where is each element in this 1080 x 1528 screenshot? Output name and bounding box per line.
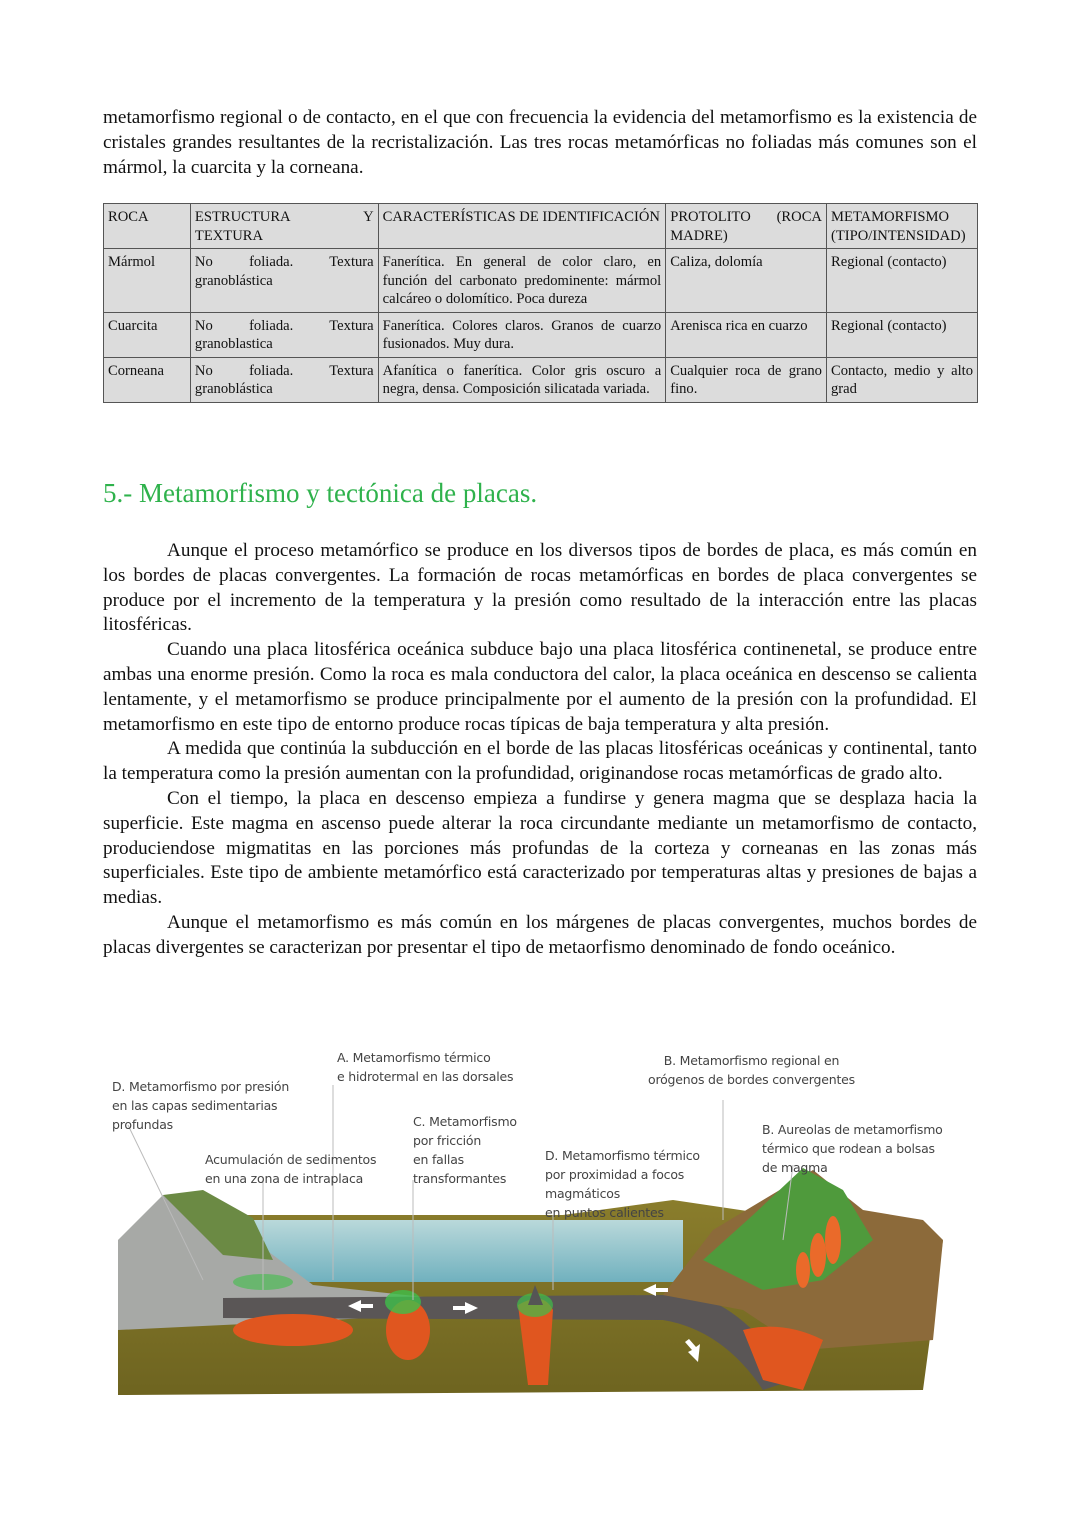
- table-header: ESTRUCTURA Y TEXTURA: [190, 204, 378, 249]
- table-cell: Caliza, dolomía: [666, 249, 827, 313]
- ocean: [253, 1220, 683, 1282]
- table-cell: Fanerítica. En general de color claro, en función del carbonato predominente: mármol calcáreo o dolomítico. Poca dureza: [378, 249, 666, 313]
- paragraph: Con el tiempo, la placa en descenso empieza a fundirse y genera magma que se desplaza hacia la superficie. Este magma en ascenso puede alterar la roca circundante mediante un metamorfismo de contacto, produciendose migmatitas en las porciones más profundas de la corteza y corneanas en las zonas más superficiales. Este tipo de ambiente metamórfico está caracterizado por temperaturas altas y presiones de bajas a medias.: [103, 787, 977, 909]
- label-c: C. Metamorfismo por fricción en fallas transformantes: [413, 1114, 517, 1186]
- table-header-row: [104, 204, 978, 249]
- label-a: A. Metamorfismo térmico e hidrotermal en las dorsales: [337, 1050, 514, 1084]
- table-cell: Regional (contacto): [826, 249, 977, 313]
- section-heading: 5.- Metamorfismo y tectónica de placas.: [103, 478, 538, 508]
- table-row: [104, 249, 978, 313]
- table-cell: Cualquier roca de grano fino.: [666, 357, 827, 402]
- paragraph: Aunque el proceso metamórfico se produce en los diversos tipos de bordes de placa, es más común en los bordes de placas convergentes. La formación de rocas metamórficas en bordes de placa convergentes se produce por el incremento de la temperatura y la presión como resultado de la interacción entre las placas litosféricas.: [103, 540, 977, 636]
- table-cell: Fanerítica. Colores claros. Granos de cuarzo fusionados. Muy dura.: [378, 312, 666, 357]
- table-cell: Cuarcita: [104, 312, 191, 357]
- table-cell: Arenisca rica en cuarzo: [666, 312, 827, 357]
- plate-tectonics-diagram: [103, 1040, 983, 1405]
- table-cell: No foliada. Textura granoblastica: [190, 312, 378, 357]
- label-b-regional: B. Metamorfismo regional en orógenos de bordes convergentes: [648, 1053, 855, 1087]
- label-b-aureolas: B. Aureolas de metamorfismo térmico que rodean a bolsas de magma: [762, 1122, 943, 1175]
- paragraph: A medida que continúa la subducción en el borde de las placas litosféricas oceánicas y continental, tanto la temperatura como la presión aumentan con la profundidad, originandose rocas metamórficas de grado alto.: [103, 738, 977, 785]
- table-cell: Afanítica o fanerítica. Color gris oscuro a negra, densa. Composición silicatada variada.: [378, 357, 666, 402]
- rock-table: [103, 203, 978, 403]
- table-cell: No foliada. Textura granoblástica: [190, 249, 378, 313]
- body-text: [103, 539, 977, 961]
- table-header: METAMORFISMO (TIPO/INTENSIDAD): [826, 204, 977, 249]
- intro-paragraph: metamorfismo regional o de contacto, en el que con frecuencia la evidencia del metamorfismo es la existencia de cristales grandes resultantes de la recristalización. Las tres rocas metamórficas no foliadas más comunes son el mármol, la cuarcita y la corneana.: [103, 107, 977, 178]
- paragraph: Cuando una placa litosférica oceánica subduce bajo una placa litosférica continenetal, se produce entre ambas una enorme presión. Como la roca es mala conductora del calor, la placa oceánica en descenso se calienta lentamente, y el metamorfismo se produce principalmente por el aumento de la presión con la profundidad. El metamorfismo en este tipo de entorno produce rocas típicas de baja temperatura y alta presión.: [103, 639, 977, 735]
- table-cell: Mármol: [104, 249, 191, 313]
- table-cell: No foliada. Textura granoblástica: [190, 357, 378, 402]
- table-header: CARACTERÍSTICAS DE IDENTIFICACIÓN: [378, 204, 666, 249]
- table-row: [104, 312, 978, 357]
- paragraph: Aunque el metamorfismo es más común en los márgenes de placas convergentes, muchos bordes de placas divergentes se caracterizan por presentar el tipo de metaorfismo denominado de fondo oceánico.: [103, 911, 977, 958]
- table-header: PROTOLITO (ROCA MADRE): [666, 204, 827, 249]
- table-header: ROCA: [104, 204, 191, 249]
- label-d-presion: D. Metamorfismo por presión en las capas sedimentarias profundas: [112, 1079, 290, 1132]
- label-acumulacion: Acumulación de sedimentos en una zona de intraplaca: [205, 1152, 377, 1186]
- table-cell: Contacto, medio y alto grad: [826, 357, 977, 402]
- magma-body: [233, 1314, 353, 1346]
- table-row: [104, 357, 978, 402]
- table-cell: Regional (contacto): [826, 312, 977, 357]
- label-d-termico: D. Metamorfismo térmico por proximidad a focos magmáticos en puntos calientes: [545, 1148, 700, 1220]
- table-cell: Corneana: [104, 357, 191, 402]
